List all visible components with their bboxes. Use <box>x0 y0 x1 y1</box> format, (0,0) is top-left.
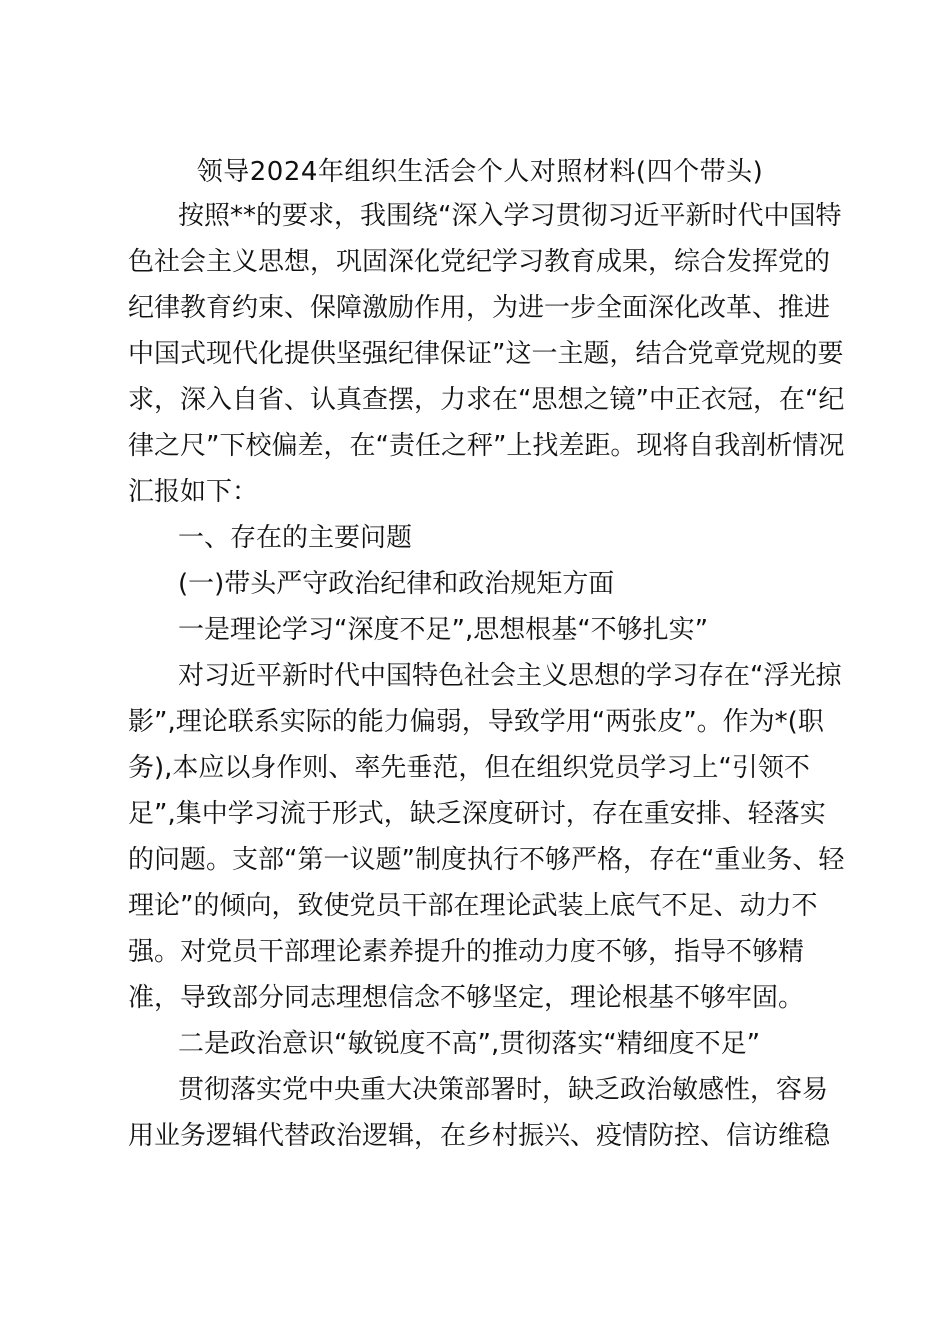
paragraph-line: 准，导致部分同志理想信念不够坚定，理论根基不够牢固。 <box>128 983 805 1013</box>
paragraph-line: 中国式现代化提供坚强纪律保证”这一主题，结合党章党规的要 <box>128 339 844 369</box>
section-heading: 一、存在的主要问题 <box>178 523 413 553</box>
document-title: 领导2024年组织生活会个人对照材料(四个带头) <box>196 157 764 187</box>
paragraph-line: 贯彻落实党中央重大决策部署时，缺乏政治敏感性，容易 <box>178 1075 829 1105</box>
paragraph-line: 纪律教育约束、保障激励作用，为进一步全面深化改革、推进 <box>128 293 831 323</box>
paragraph-line: 求，深入自省、认真查摆，力求在“思想之镜”中正衣冠，在“纪 <box>128 385 845 415</box>
paragraph-line: 按照**的要求，我围绕“深入学习贯彻习近平新时代中国特 <box>178 201 842 231</box>
paragraph-line: 对习近平新时代中国特色社会主义思想的学习存在“浮光掠 <box>178 661 842 691</box>
subsection-heading: (一)带头严守政治纪律和政治规矩方面 <box>178 569 615 599</box>
point-heading: 二是政治意识“敏锐度不高”,贯彻落实“精细度不足” <box>178 1029 761 1059</box>
paragraph-line: 理论”的倾向，致使党员干部在理论武装上底气不足、动力不 <box>128 891 818 921</box>
paragraph-line: 用业务逻辑代替政治逻辑，在乡村振兴、疫情防控、信访维稳 <box>128 1121 831 1151</box>
paragraph-line: 汇报如下： <box>128 477 259 507</box>
paragraph-line: 律之尺”下校偏差，在“责任之秤”上找差距。现将自我剖析情况 <box>128 431 845 461</box>
point-heading: 一是理论学习“深度不足”,思想根基“不够扎实” <box>178 615 709 645</box>
paragraph-line: 色社会主义思想，巩固深化党纪学习教育成果，综合发挥党的 <box>128 247 831 277</box>
paragraph-line: 务),本应以身作则、率先垂范，但在组织党员学习上“引领不 <box>128 753 810 783</box>
paragraph-line: 强。对党员干部理论素养提升的推动力度不够，指导不够精 <box>128 937 805 967</box>
paragraph-line: 的问题。支部“第一议题”制度执行不够严格，存在“重业务、轻 <box>128 845 845 875</box>
paragraph-line: 影”,理论联系实际的能力偏弱，导致学用“两张皮”。作为*(职 <box>128 707 824 737</box>
paragraph-line: 足”,集中学习流于形式，缺乏深度研讨，存在重安排、轻落实 <box>128 799 826 829</box>
